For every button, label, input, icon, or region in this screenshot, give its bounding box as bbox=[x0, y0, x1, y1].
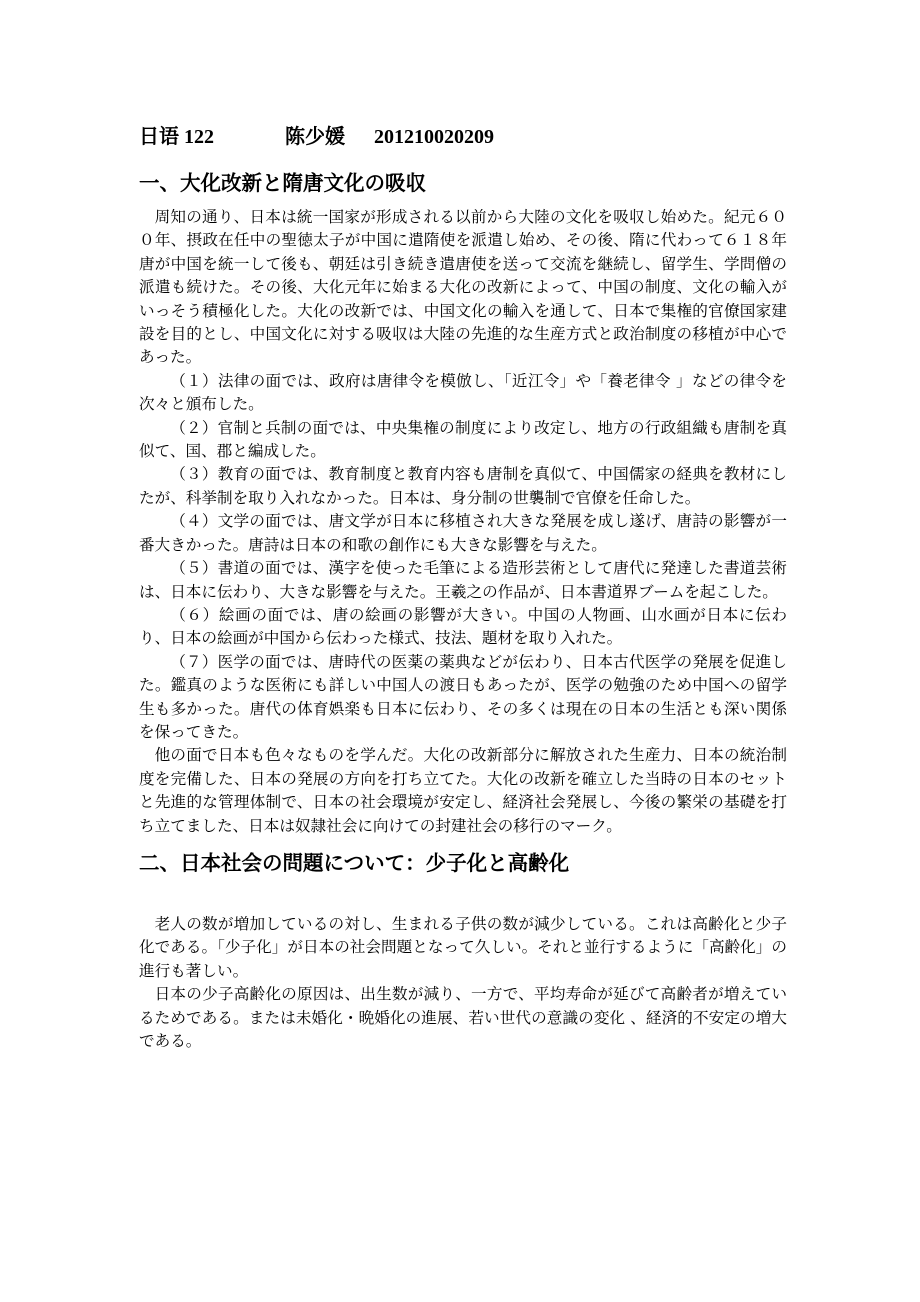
header-info bbox=[139, 120, 787, 154]
header-class: 日语 122 bbox=[139, 126, 214, 148]
section-1-conclusion: 他の面で日本も色々なものを学んだ。大化の改新部分に解放された生産力、日本の統治制度を完備した、日本の発展の方向を打ち立てた。大化の改新を確立した当時の日本のセットと先進的な管理体制で、日本の社会環境が安定し、経済社会発展し、今後の繁栄の基礎を打ち立てました、日本は奴隷社会に向けての封建社会の移行のマーク。 bbox=[139, 746, 787, 835]
section-2-paragraph: 老人の数が増加しているの対し、生まれる子供の数が減少している。これは高齢化と少子化である。「少子化」が日本の社会問題となって久しい。それと並行するように「高齢化」の進行も著しい。 bbox=[139, 914, 787, 980]
section-1-item-government: （２）官制と兵制の面では、中央集権の制度により改定し、地方の行政組織も唐制を真似て、国、郡と編成した。 bbox=[139, 418, 787, 461]
section-1-intro: 周知の通り、日本は統一国家が形成される以前から大陸の文化を吸収し始めた。紀元６００年、摂政在任中の聖徳太子が中国に遣隋使を派遣し始め、その後、隋に代わって６１８年唐が中国を統一して後も、朝廷は引き続き遣唐使を送って交流を継続し、留学生、学問僧の派遣も続けた。その後、大化元年に始まる大化の改新によって、中国の制度、文化の輸入がいっそう積極化した。大化の改新では、中国文化の輸入を通して、日本で集権的官僚国家建設を目的とし、中国文化に対する吸収は大陸の先進的な生産方式と政治制度の移植が中心であった。 bbox=[139, 208, 787, 367]
section-1-item-literature: （４）文学の面では、唐文学が日本に移植され大きな発展を成し遂げ、唐詩の影響が一番大きかった。唐詩は日本の和歌の創作にも大きな影響を与えた。 bbox=[139, 512, 787, 554]
section-1-item-education: （３）教育の面では、教育制度と教育内容も唐制を真似て、中国儒家の経典を教材にしたが、科挙制を取り入れなかった。日本は、身分制の世襲制で官僚を任命した。 bbox=[139, 465, 787, 507]
section-2-title: 二、日本社会の問題について：少子化と高齢化 bbox=[139, 850, 570, 875]
document-body bbox=[139, 120, 787, 1053]
section-2-paragraph: 日本の少子高齢化の原因は、出生数が減り、一方で、平均寿命が延びて高齢者が増えているためである。または未婚化・晩婚化の進展、若い世代の意識の変化 、経済的不安定の増大である。 bbox=[139, 985, 787, 1050]
section-1-title: 一、大化改新と隋唐文化の吸収 bbox=[139, 171, 426, 195]
section-1-item-calligraphy: （５）書道の面では、漢字を使った毛筆による造形芸術として唐代に発達した書道芸術は、日本に伝わり、大きな影響を与えた。王羲之の作品が、日本書道界ブームを起こした。 bbox=[139, 559, 787, 601]
section-1-item-law: （１）法律の面では、政府は唐律令を模倣し、「近江令」や「養老律令 」などの律令を次々と頒布した。 bbox=[139, 371, 787, 414]
section-1-item-painting: （６）絵画の面では、唐の絵画の影響が大きい。中国の人物画、山水画が日本に伝わり、日本の絵画が中国から伝わった様式、技法、題材を取り入れた。 bbox=[139, 605, 787, 648]
header-student-name: 陈少媛 bbox=[285, 126, 345, 148]
header-student-id: 201210020209 bbox=[374, 126, 494, 148]
section-1-item-medicine: （７）医学の面では、唐時代の医薬の薬典などが伝わり、日本古代医学の発展を促進した。鑑真のような医術にも詳しい中国人の渡日もあったが、医学の勉強のため中国への留学生も多かった。唐代の体育娯楽も日本に伝わり、その多くは現在の日本の生活とも深い関係を保ってきた。 bbox=[139, 652, 787, 741]
